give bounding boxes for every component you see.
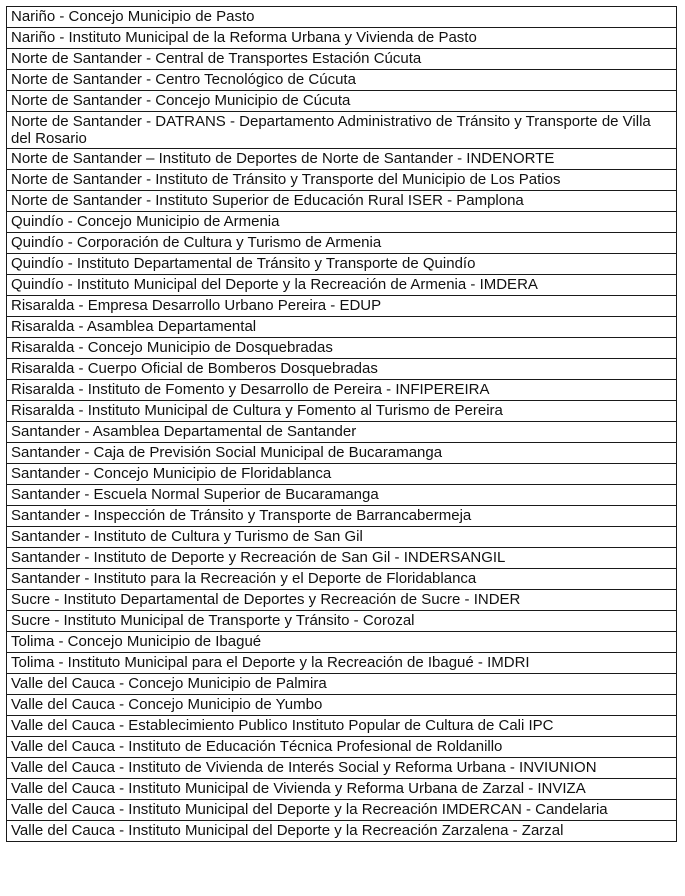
table-row: [7, 632, 677, 653]
entity-cell: Valle del Cauca - Establecimiento Publico Instituto Popular de Cultura de Cali IPC: [7, 716, 677, 737]
entity-cell: Norte de Santander - Centro Tecnológico de Cúcuta: [7, 70, 677, 91]
table-row: [7, 359, 677, 380]
table-row: [7, 191, 677, 212]
entity-cell: Santander - Escuela Normal Superior de Bucaramanga: [7, 485, 677, 506]
table-row: [7, 149, 677, 170]
table-row: [7, 422, 677, 443]
table-row: [7, 443, 677, 464]
table-row: [7, 296, 677, 317]
entity-cell: Valle del Cauca - Instituto de Vivienda de Interés Social y Reforma Urbana - INVIUNION: [7, 758, 677, 779]
entity-cell: Santander - Asamblea Departamental de Santander: [7, 422, 677, 443]
entity-cell: Quindío - Instituto Municipal del Deporte y la Recreación de Armenia - IMDERA: [7, 275, 677, 296]
entity-cell: Valle del Cauca - Concejo Municipio de Yumbo: [7, 695, 677, 716]
entity-cell: Sucre - Instituto Municipal de Transporte y Tránsito - Corozal: [7, 611, 677, 632]
entity-cell: Risaralda - Cuerpo Oficial de Bomberos Dosquebradas: [7, 359, 677, 380]
entity-cell: Santander - Concejo Municipio de Floridablanca: [7, 464, 677, 485]
entity-cell: Quindío - Corporación de Cultura y Turismo de Armenia: [7, 233, 677, 254]
table-row: [7, 485, 677, 506]
table-row: [7, 800, 677, 821]
table-row: [7, 569, 677, 590]
table-row: [7, 380, 677, 401]
table-row: [7, 91, 677, 112]
entity-cell: Norte de Santander - DATRANS - Departamento Administrativo de Tránsito y Transporte de Villa del Rosario: [7, 112, 677, 149]
entity-cell: Risaralda - Concejo Municipio de Dosquebradas: [7, 338, 677, 359]
entity-cell: Quindío - Concejo Municipio de Armenia: [7, 212, 677, 233]
table-row: [7, 821, 677, 842]
entity-cell: Nariño - Instituto Municipal de la Reforma Urbana y Vivienda de Pasto: [7, 28, 677, 49]
table-row: [7, 758, 677, 779]
entity-cell: Risaralda - Instituto Municipal de Cultura y Fomento al Turismo de Pereira: [7, 401, 677, 422]
table-row: [7, 275, 677, 296]
document-page: [6, 6, 677, 842]
entity-cell: Nariño - Concejo Municipio de Pasto: [7, 7, 677, 28]
table-row: [7, 548, 677, 569]
entity-cell: Santander - Instituto para la Recreación y el Deporte de Floridablanca: [7, 569, 677, 590]
table-row: [7, 779, 677, 800]
entity-cell: Risaralda - Asamblea Departamental: [7, 317, 677, 338]
entity-cell: Santander - Inspección de Tránsito y Transporte de Barrancabermeja: [7, 506, 677, 527]
table-row: [7, 401, 677, 422]
table-row: [7, 464, 677, 485]
entity-cell: Risaralda - Instituto de Fomento y Desarrollo de Pereira - INFIPEREIRA: [7, 380, 677, 401]
entity-cell: Tolima - Concejo Municipio de Ibagué: [7, 632, 677, 653]
table-row: [7, 7, 677, 28]
entity-cell: Valle del Cauca - Concejo Municipio de Palmira: [7, 674, 677, 695]
entity-cell: Santander - Instituto de Deporte y Recreación de San Gil - INDERSANGIL: [7, 548, 677, 569]
table-row: [7, 212, 677, 233]
table-row: [7, 70, 677, 91]
table-row: [7, 170, 677, 191]
entity-cell: Valle del Cauca - Instituto de Educación Técnica Profesional de Roldanillo: [7, 737, 677, 758]
entity-cell: Santander - Instituto de Cultura y Turismo de San Gil: [7, 527, 677, 548]
table-row: [7, 695, 677, 716]
table-row: [7, 674, 677, 695]
entity-list-body: [7, 7, 677, 842]
table-row: [7, 737, 677, 758]
table-row: [7, 254, 677, 275]
table-row: [7, 112, 677, 149]
entity-cell: Quindío - Instituto Departamental de Tránsito y Transporte de Quindío: [7, 254, 677, 275]
table-row: [7, 506, 677, 527]
table-row: [7, 233, 677, 254]
table-row: [7, 716, 677, 737]
table-row: [7, 653, 677, 674]
entity-cell: Norte de Santander - Instituto de Tránsito y Transporte del Municipio de Los Patios: [7, 170, 677, 191]
entity-cell: Norte de Santander – Instituto de Deportes de Norte de Santander - INDENORTE: [7, 149, 677, 170]
entity-cell: Norte de Santander - Concejo Municipio de Cúcuta: [7, 91, 677, 112]
table-row: [7, 590, 677, 611]
entity-cell: Norte de Santander - Central de Transportes Estación Cúcuta: [7, 49, 677, 70]
entity-cell: Tolima - Instituto Municipal para el Deporte y la Recreación de Ibagué - IMDRI: [7, 653, 677, 674]
entity-cell: Risaralda - Empresa Desarrollo Urbano Pereira - EDUP: [7, 296, 677, 317]
entity-cell: Sucre - Instituto Departamental de Deportes y Recreación de Sucre - INDER: [7, 590, 677, 611]
table-row: [7, 28, 677, 49]
table-row: [7, 317, 677, 338]
entity-cell: Norte de Santander - Instituto Superior de Educación Rural ISER - Pamplona: [7, 191, 677, 212]
entity-cell: Santander - Caja de Previsión Social Municipal de Bucaramanga: [7, 443, 677, 464]
entity-cell: Valle del Cauca - Instituto Municipal del Deporte y la Recreación IMDERCAN - Candelaria: [7, 800, 677, 821]
table-row: [7, 49, 677, 70]
entity-list-table: [6, 6, 677, 842]
entity-cell: Valle del Cauca - Instituto Municipal del Deporte y la Recreación Zarzalena - Zarzal: [7, 821, 677, 842]
table-row: [7, 338, 677, 359]
table-row: [7, 527, 677, 548]
table-row: [7, 611, 677, 632]
entity-cell: Valle del Cauca - Instituto Municipal de Vivienda y Reforma Urbana de Zarzal - INVIZA: [7, 779, 677, 800]
